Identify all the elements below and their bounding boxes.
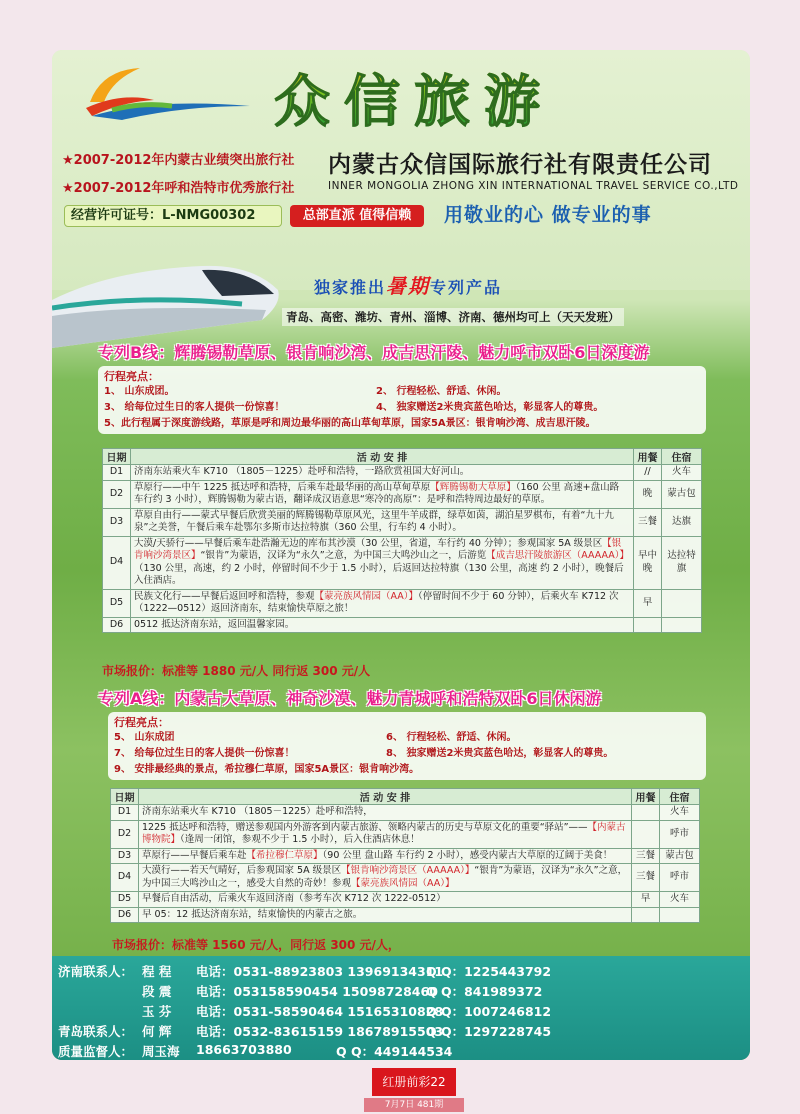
issue-date: 7月7日 481期 <box>364 1098 464 1112</box>
table-row: D2 草原行——中午 1225 抵达呼和浩特，后乘车赴最华丽的高山草甸草原【辉腾锡勒大草原】（160 公里 高速+盘山路 车行约 3 小时），辉腾锡勒为蒙古语，翻译成汉语意思“寒冷的高原”：是呼和浩特周边最好的草原。 晚 蒙古包 <box>103 480 702 508</box>
table-header-row: 日期 活 动 安 排 用餐 住宿 <box>103 449 702 465</box>
highlight-item: 6、 行程轻松、舒适、休闲。 <box>386 732 517 743</box>
table-row: D4 大漠行——若天气晴好，后参观国家 5A 级景区【银肯响沙湾景区（AAAAA）】“银肯”为蒙语，汉译为“永久”之意，为中国三大鸣沙山之一，感受大自然的奇妙！参观【蒙亮族风情园（AA）】 三餐 呼市 <box>111 864 700 892</box>
table-row: D1 济南东站乘火车 K710 （1805－1225）赴呼和浩特， 火车 <box>111 805 700 821</box>
table-row: D1 济南东站乘火车 K710 （1805－1225）赴呼和浩特，一路欣赏祖国大好河山。 // 火车 <box>103 465 702 481</box>
table-row: D5 早餐后自由活动，后乘火车返回济南（参考车次 K712 次 1222-0512） 早 火车 <box>111 892 700 908</box>
highlight-item: 4、 独家赠送2米贵宾蓝色哈达，彰显客人的尊贵。 <box>376 402 604 413</box>
contacts-panel: 济南联系人： 程 程 电话：0531-88923803 13969134311 Q Q：1225443792 段 震 电话：053158590454 15098728460 Q Q：841989372 玉 芬 电话：0531-58590464 15165310828 Q Q：1007246812 青岛联系人： 何 辉 电话：0532-83615159 18678915503 Q Q：1297228745 质量监督人： 周玉海 18663703880 Q Q：449144534 <box>52 956 750 1060</box>
highlight-item: 5、此行程属于深度游线路，草原是呼和周边最华丽的高山草甸草原，国家5A景区：银肯响沙湾、成吉思汗陵。 <box>104 418 596 429</box>
line-a-title: 专列A线：内蒙古大草原、神奇沙漠、魅力青城呼和浩特双卧6日休闲游 <box>98 689 602 708</box>
table-header-row: 日期 活 动 安 排 用餐 住宿 <box>111 789 700 805</box>
highlight-item: 3、 给每位过生日的客人提供一份惊喜！ <box>104 402 285 413</box>
line-a-price: 市场报价：标准等 1560 元/人，同行返 300 元/人， <box>112 938 400 952</box>
line-b-itinerary-table <box>102 448 702 633</box>
highlight-item: 5、 山东成团 <box>114 732 175 743</box>
line-a-highlights: 行程亮点： 5、 山东成团 6、 行程轻松、舒适、休闲。 7、 给每位过生日的客人提供一份惊喜！ 8、 独家赠送2米贵宾蓝色哈达，彰显客人的尊贵。 9、 安排最经典的景点，希拉穆仁草原，国家5A景区：银肯响沙湾。 <box>108 712 706 780</box>
logo-swoosh-icon <box>82 62 252 120</box>
promo-highlight: 暑期 <box>386 274 431 298</box>
train-icon <box>52 260 282 350</box>
license-number: 经营许可证号：L-NMG00302 <box>64 205 282 227</box>
table-row: D6 0512 抵达济南东站，返回温馨家园。 <box>103 617 702 633</box>
highlight-item: 8、 独家赠送2米贵宾蓝色哈达，彰显客人的尊贵。 <box>386 748 614 759</box>
hq-badge: 总部直派 值得信赖 <box>290 205 424 227</box>
table-row: D6 早 05：12 抵达济南东站，结束愉快的内蒙古之旅。 <box>111 907 700 923</box>
highlight-item: 2、 行程轻松、舒适、休闲。 <box>376 386 507 397</box>
line-a-itinerary-table <box>110 788 700 923</box>
award-line: ★2007-2012年呼和浩特市优秀旅行社 <box>62 181 295 196</box>
company-name-cn: 内蒙古众信国际旅行社有限责任公司 <box>328 152 712 178</box>
slogan: 用敬业的心 做专业的事 <box>444 204 652 226</box>
highlight-item: 9、 安排最经典的景点，希拉穆仁草原，国家5A景区：银肯响沙湾。 <box>114 764 420 775</box>
promo-title: 独家推出暑期专列产品 <box>314 274 503 298</box>
table-row: D2 1225 抵达呼和浩特，赠送参观国内外游客到内蒙古旅游、领略内蒙古的历史与草原文化的重要“驿站”——【内蒙古博物院】（逢周一闭馆，参观不少于 1.5 小时），后入住酒店休息！ 呼市 <box>111 820 700 848</box>
line-b-title: 专列B线：辉腾锡勒草原、银肯响沙湾、成吉思汗陵、魅力呼市双卧6日深度游 <box>98 343 650 362</box>
table-row: D4 大漠/天骄行——早餐后乘车赴浩瀚无边的库布其沙漠（30 公里，省道，车行约 40 分钟）；参观国家 5A 级景区【银肯响沙湾景区】“银肯”为蒙语，汉译为“永久”之意，为中国三大鸣沙山之一，后游览【成吉思汗陵旅游区（AAAAA）】（130 公里，高速，约 2 小时，停留时间不少于 1.5 小时），后返回达拉特旗（130 公里，高速 约 2 小时），晚餐后入住酒店。 早中晚 达拉特旗 <box>103 536 702 589</box>
line-b-highlights: 行程亮点： 1、 山东成团。 2、 行程轻松、舒适、休闲。 3、 给每位过生日的客人提供一份惊喜！ 4、 独家赠送2米贵宾蓝色哈达，彰显客人的尊贵。 5、此行程属于深度游线路，草原是呼和周边最华丽的高山草甸草原，国家5A景区：银肯响沙湾、成吉思汗陵。 <box>98 366 706 434</box>
highlight-item: 7、 给每位过生日的客人提供一份惊喜！ <box>114 748 295 759</box>
line-b-price: 市场报价：标准等 1880 元/人 同行返 300 元/人 <box>102 664 371 678</box>
header <box>52 50 750 290</box>
table-row: D3 草原行——早餐后乘车赴【希拉穆仁草原】（90 公里 盘山路 车行约 2 小时），感受内蒙古大草原的辽阔于美食！ 三餐 蒙古包 <box>111 848 700 864</box>
awards <box>62 147 294 203</box>
award-line: ★2007-2012年内蒙古业绩突出旅行社 <box>62 153 295 168</box>
company-name-en: INNER MONGOLIA ZHONG XIN INTERNATIONAL TRAVEL SERVICE CO.,LTD <box>328 180 739 192</box>
table-row: D5 民族文化行——早餐后返回呼和浩特，参观【蒙亮族风情园（AA）】（停留时间不少于 60 分钟），后乘火车 K712 次（1222—0512）返回济南东，结束愉快草原之旅！ 早 <box>103 589 702 617</box>
departure-cities: 青岛、高密、潍坊、青州、淄博、济南、德州均可上（天天发班） <box>282 308 624 326</box>
highlight-item: 1、 山东成团。 <box>104 386 175 397</box>
page-number-badge: 红册前彩22 <box>372 1068 456 1096</box>
brand-title: 众信旅游 <box>274 58 554 138</box>
table-row: D3 草原自由行——蒙式早餐后欣赏美丽的辉腾锡勒草原风光，这里牛羊成群，绿草如茵，湖泊星罗棋布，有着“九十九泉”之美誉，午餐后乘车赴鄂尔多斯市达拉特旗（360 公里，行车约 4 小时）。 三餐 达旗 <box>103 508 702 536</box>
flyer-page <box>52 50 750 1060</box>
